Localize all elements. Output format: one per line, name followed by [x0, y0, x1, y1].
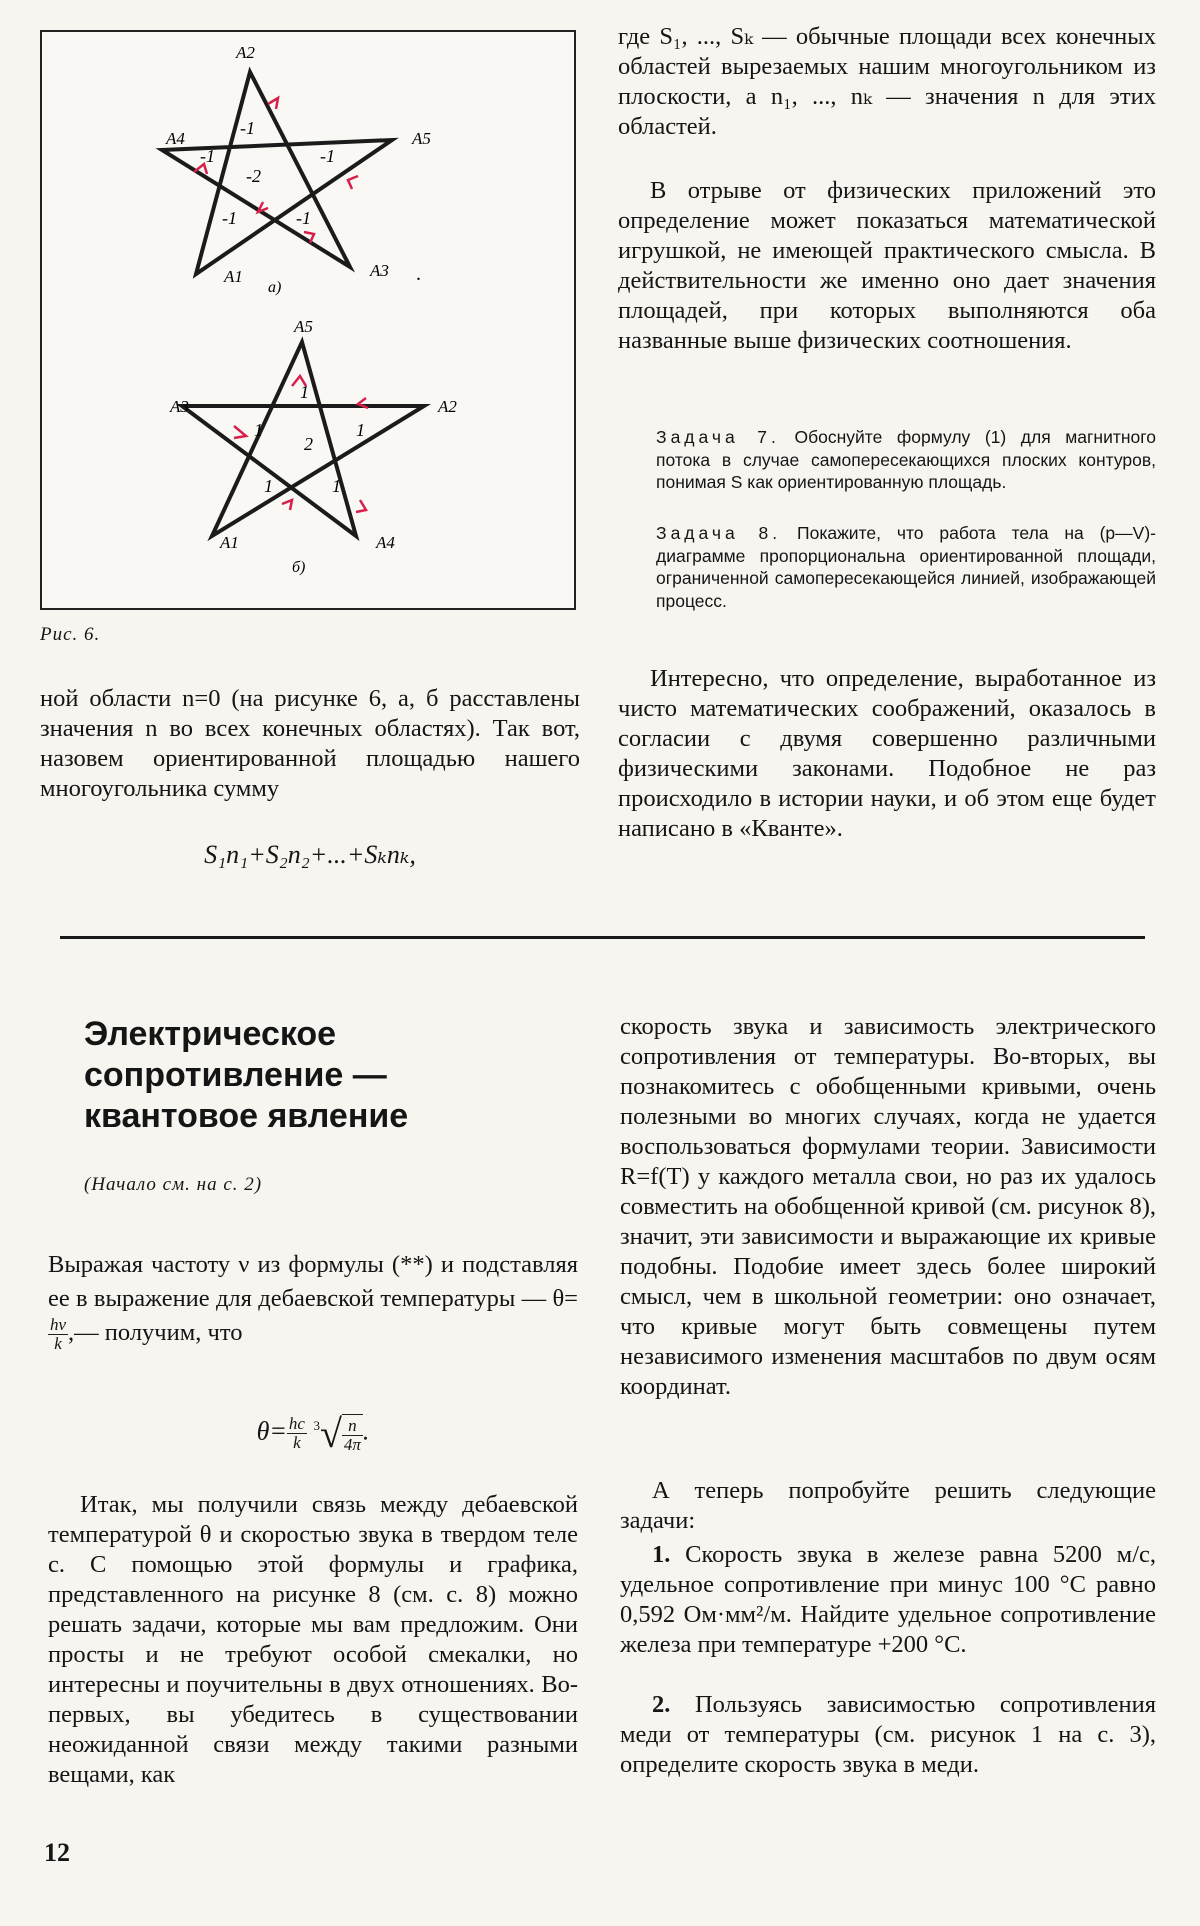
star-a-region-lower-left: -1: [222, 208, 237, 228]
task-7-label: Задача 7.: [656, 427, 780, 447]
debye-formula-fraction: [287, 1415, 307, 1452]
star-b-region-center: 2: [304, 434, 313, 454]
figure-6-svg: [42, 32, 574, 608]
task-1-number: 1.: [652, 1541, 671, 1568]
star-a-region-right: -1: [320, 146, 335, 166]
debye-fraction-den: k: [54, 1334, 62, 1353]
radicand-den: 4π: [343, 1434, 361, 1454]
star-b-vertex-3: A4: [376, 533, 395, 552]
star-a-region-left: -1: [200, 146, 215, 166]
article-title: [84, 1014, 564, 1137]
continued-note: (Начало см. на с. 2): [84, 1174, 263, 1195]
task-7-text: Обоснуйте формулу (1) для магнитного потока в случае самопересекающихся плоских контуров, понимая S как ориентированную площадь.: [656, 427, 1156, 492]
arrow-b-1: [292, 376, 306, 386]
star-a: [162, 43, 431, 296]
arrow-a-3: [348, 176, 358, 189]
star-b-region-left: 1: [254, 420, 263, 440]
star-b-vertex-5: A3: [170, 397, 189, 416]
figure-box: [40, 30, 576, 610]
debye-formula-fraction-num: hc: [288, 1414, 305, 1433]
star-a-vertex-1: A2: [236, 43, 255, 62]
top-right-paragraph-3: Интересно, что определение, выработанное из чисто математических соображений, оказалось в согласии с двумя совершенно различными физическими законами. Подобное не раз происходило в истории науки, и об этом еще будет написано в «Кванте».: [618, 665, 1156, 842]
article-title-line-3: квантовое явление: [84, 1097, 409, 1135]
task-8-text: Покажите, что работа тела на (p—V)-диаграмме пропорциональна ориентированной площади, ограниченной самопересекающейся линией, изображающей процесс.: [656, 523, 1156, 611]
task-7: [656, 426, 1156, 494]
star-a-region-top: -1: [240, 118, 255, 138]
star-b-region-lower-right: 1: [332, 476, 341, 496]
article-p1-before: Выражая частоту ν из формулы (**) и подставляя ее в выражение для дебаевской температуры — θ=: [48, 1251, 578, 1312]
star-a-vertex-3: A3: [370, 261, 389, 280]
debye-formula-fraction-den: k: [293, 1433, 301, 1452]
article-title-line-2: сопротивление —: [84, 1056, 387, 1094]
debye-formula: [48, 1410, 578, 1457]
arrow-b-3: [234, 426, 246, 438]
star-a-vertex-5: A4: [166, 129, 185, 148]
star-a-region-lower-right: -1: [296, 208, 311, 228]
star-b-region-lower-left: 1: [264, 476, 273, 496]
star-b-vertex-1: A5: [294, 317, 313, 336]
star-a-vertex-4: A1: [224, 267, 243, 286]
star-a-region-center: -2: [246, 166, 261, 186]
arrow-a-4: [258, 202, 268, 212]
article-paragraph-3: скорость звука и зависимость электрического сопротивления от температуры. Во-вторых, вы познакомитесь с обобщенными кривыми, очень полезными во многих случаях, когда не удается воспользоваться формулами теории. Зависимости R=f(T) у каждого металла свои, но раз их удалось совместить на обобщенной кривой (см. рисунок 8), значит, эти зависимости и выражающие их кривые подобны. Подобие имеет здесь более широкий смысл, чем в школьной геометрии: оно означает, что кривые могут быть совмещены путем независимого изменения масштабов по двум осям координат.: [620, 1013, 1156, 1400]
star-b-region-right: 1: [356, 420, 365, 440]
top-left-paragraph: ной области n=0 (на рисунке 6, а, б расставлены значения n во всех конечных областях). Так вот, назовем ориентированной площадью нашего многоугольника сумму: [40, 685, 580, 802]
section-divider: [60, 936, 1145, 939]
debye-fraction: [48, 1316, 68, 1353]
star-a-sublabel: а): [268, 279, 282, 296]
article-p1-after: ,— получим, что: [68, 1319, 243, 1347]
article-paragraph-1: [48, 1248, 578, 1353]
task-2-number: 2.: [652, 1691, 671, 1718]
task-8: [656, 522, 1156, 612]
top-right-paragraph-1: где S₁, ..., Sₖ — обычные площади всех конечных областей вырезаемых нашим многоугольником из плоскости, а n₁, ..., nₖ — значения n для этих областей.: [618, 23, 1156, 140]
debye-fraction-num: hν: [50, 1315, 67, 1334]
task-8-label: Задача 8.: [656, 523, 782, 543]
figure-caption: Рис. 6.: [40, 624, 101, 645]
star-b-vertex-2: A2: [438, 397, 457, 416]
star-a-dot: .: [416, 263, 421, 285]
radicand-num: n: [342, 1417, 363, 1436]
star-b: [169, 317, 457, 576]
oriented-area-formula: S₁n₁+S₂n₂+...+Sₖnₖ,: [204, 840, 416, 869]
arrow-b-5: [356, 500, 366, 512]
star-b-outline: [182, 342, 424, 536]
radicand: [342, 1414, 363, 1454]
debye-formula-end: .: [362, 1416, 370, 1446]
star-a-vertex-2: A5: [412, 129, 431, 148]
star-b-region-top: 1: [300, 382, 309, 402]
task-1: [620, 1540, 1156, 1660]
page-number: 12: [44, 1838, 70, 1867]
article-title-line-1: Электрическое: [84, 1015, 337, 1053]
task-1-text: Скорость звука в железе равна 5200 м/с, удельное сопротивление при минус 100 °С равно 0,592 Ом·мм²/м. Найдите удельное сопротивление железа при температуре +200 °С.: [620, 1541, 1156, 1658]
task-2-text: Пользуясь зависимостью сопротивления меди от температуры (см. рисунок 1 на с. 3), определите скорость звука в меди.: [620, 1691, 1156, 1778]
debye-formula-lhs: θ=: [256, 1416, 287, 1446]
root-index: 3: [313, 1417, 320, 1433]
arrow-b-4: [282, 500, 292, 510]
radical-sign-icon: √: [319, 1411, 342, 1456]
top-right-paragraph-2: В отрыве от физических приложений это определение может показаться математической игрушкой, не имеющей практического смысла. В действительности же именно оно дает значения площадей, при которых выполняются оба названные выше физических соотношения.: [618, 177, 1156, 354]
star-b-sublabel: б): [292, 559, 306, 576]
star-b-vertex-4: A1: [220, 533, 239, 552]
article-paragraph-4: А теперь попробуйте решить следующие задачи:: [620, 1477, 1156, 1534]
task-2: [620, 1690, 1156, 1780]
article-paragraph-2: Итак, мы получили связь между дебаевской температурой θ и скоростью звука в твердом теле c. С помощью этой формулы и графика, представленного на рисунке 8 (см. с. 8) можно решать задачи, которые мы вам предложим. Они просты и не требуют особой смекалки, но интересны и поучительны в двух отношениях. Во-первых, вы убедитесь в существовании неожиданной связи между такими разными вещами, как: [48, 1491, 578, 1788]
